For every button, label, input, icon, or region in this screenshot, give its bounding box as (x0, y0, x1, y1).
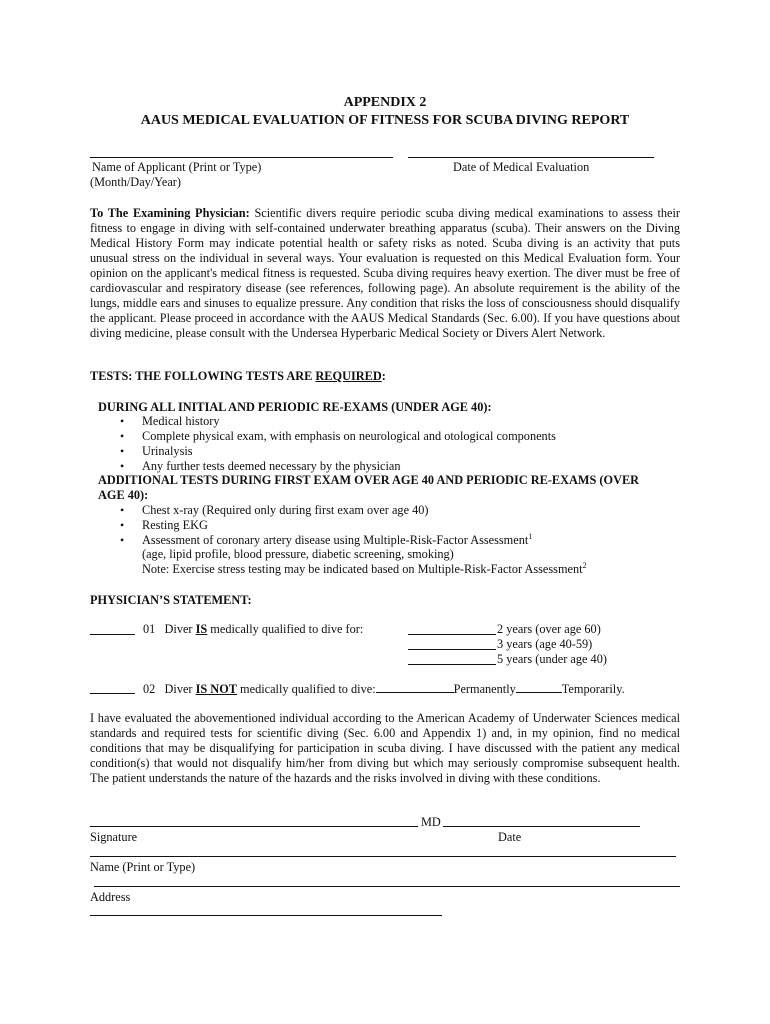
list-item: • Complete physical exam, with emphasis on neurological and otological components (142, 429, 556, 444)
is-label: IS (195, 622, 208, 636)
signature-label: Signature (90, 830, 138, 844)
over40-heading-cont: AGE 40): (98, 488, 149, 502)
evaluation-date-label: Date of Medical Evaluation (453, 160, 590, 174)
applicant-name-line[interactable] (90, 157, 393, 158)
signature-date-label: Date (498, 830, 522, 844)
list-item: • Any further tests deemed necessary by the physician (142, 459, 401, 474)
duration-5yr: 5 years (under age 40) (497, 652, 607, 666)
physician-statement-heading: PHYSICIAN’S STATEMENT: (90, 593, 252, 607)
duration-3yr-blank[interactable] (408, 649, 496, 650)
md-label: MD (421, 815, 441, 829)
permanently-blank[interactable] (376, 681, 454, 693)
temporarily-blank[interactable] (516, 681, 562, 693)
list-item: • Resting EKG (142, 518, 208, 533)
address-label: Address (90, 890, 131, 904)
under40-heading: DURING ALL INITIAL AND PERIODIC RE-EXAMS (UNDER AGE 40): (98, 400, 492, 414)
intro-body: Scientific divers require periodic scuba diving medical examinations to assess their fitness to engage in diving with self-contained underwater breathing apparatus (scuba). Their answers on the Diving Medical History Form may indicate potential health or safety risks as noted. Scuba diving is an activity that puts unusual stress on the individual in several ways. Your evaluation is requested on this Medical Evaluation form. Your opinion on the applicant's medical fitness is requested. Scuba diving requires heavy exertion. The diver must be free of cardiovascular and respiratory disease (see references, following page). An absolute requirement is the ability of the lungs, middle ears and sinuses to equalize pressure. Any condition that risks the loss of consciousness should disqualify the applicant. Please proceed in accordance with the AAUS Medical Standards (Sec. 6.00). If you have questions about diving medicine, please consult with the Undersea Hyperbaric Medical Society or Divers Alert Network. (90, 206, 680, 340)
over40-sub: (age, lipid profile, blood pressure, diabetic screening, smoking) (142, 547, 454, 561)
appendix-label: APPENDIX 2 (343, 95, 427, 110)
footnote-ref-2: 2 (582, 560, 587, 570)
evaluation-date-line[interactable] (408, 157, 654, 158)
applicant-name-label: Name of Applicant (Print or Type) (92, 160, 262, 174)
name-label: Name (Print or Type) (90, 860, 196, 874)
is-not-label: IS NOT (195, 682, 237, 696)
page-title: AAUS MEDICAL EVALUATION OF FITNESS FOR SCUBA DIVING REPORT (140, 113, 630, 128)
duration-3yr: 3 years (age 40-59) (497, 637, 593, 651)
list-item: • Medical history (142, 414, 220, 429)
intro-paragraph (90, 206, 680, 341)
signature-line[interactable] (90, 826, 418, 827)
option-01-blank[interactable] (90, 634, 135, 635)
over40-heading: ADDITIONAL TESTS DURING FIRST EXAM OVER AGE 40 AND PERIODIC RE-EXAMS (OVER (98, 473, 640, 487)
tests-heading: TESTS: THE FOLLOWING TESTS ARE REQUIRED: (90, 369, 386, 383)
option-01-text: 01 Diver IS medically qualified to dive for: (143, 622, 364, 636)
list-item: • Assessment of coronary artery disease using Multiple-Risk-Factor Assessment$^1$ (142, 533, 532, 548)
signature-date-line[interactable] (443, 826, 640, 827)
name-line[interactable] (90, 856, 676, 857)
address-line-2[interactable] (90, 915, 442, 916)
over40-note: Note: Exercise stress testing may be indicated based on Multiple-Risk-Factor Assessment$^2$ (142, 560, 587, 576)
footnote-ref-1: 1 (528, 531, 533, 541)
option-02-text: 02 Diver IS NOT medically qualified to dive: Permanently Temporarily. (143, 682, 625, 696)
required-label: REQUIRED (315, 369, 382, 383)
intro-lead: To The Examining Physician: (90, 206, 250, 220)
option-02-blank[interactable] (90, 693, 135, 694)
list-item: • Urinalysis (142, 444, 193, 459)
duration-2yr-blank[interactable] (408, 634, 496, 635)
duration-5yr-blank[interactable] (408, 664, 496, 665)
address-line-1[interactable] (94, 886, 680, 887)
date-format-label: (Month/Day/Year) (90, 175, 181, 189)
list-item: • Chest x-ray (Required only during first exam over age 40) (142, 503, 429, 518)
duration-2yr: 2 years (over age 60) (497, 622, 601, 636)
declaration-paragraph: I have evaluated the abovementioned individual according to the American Academy of Underwater Sciences medical standards and required tests for scientific diving (Sec. 6.00 and Appendix 1) and, in my opinion, find no medical conditions that may be disqualifying for participation in scuba diving. I have discussed with the patient any medical condition(s) that would not disqualify him/her from diving but which may seriously compromise subsequent health. The patient understands the nature of the hazards and the risks involved in diving with these conditions. (90, 711, 680, 785)
